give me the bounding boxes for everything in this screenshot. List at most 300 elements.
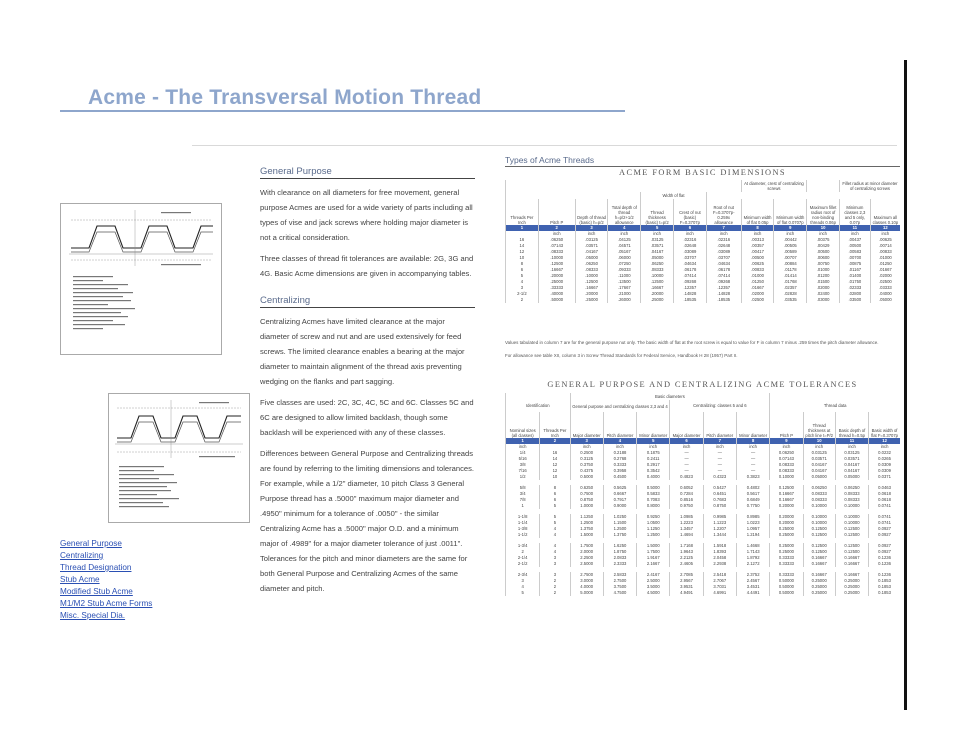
column-header: Thread thickness (basic) t=p/2: [641, 199, 674, 225]
table-cell: .06178: [706, 267, 741, 273]
table-cell: .01667: [741, 285, 774, 291]
table-cell: .01000: [870, 255, 900, 261]
table-cell: —: [736, 468, 769, 474]
table-cell: 0.25000: [835, 584, 868, 590]
table-cell: .07414: [706, 273, 741, 279]
column-number: 12: [869, 438, 900, 444]
basic-diameters-label: Basic diameters: [570, 393, 770, 400]
table-cell: 0.0618: [869, 497, 900, 503]
section-general-purpose: [260, 166, 475, 281]
table-cell: .00600: [807, 255, 840, 261]
table-cell: .02316: [674, 237, 707, 243]
table-cell: 0.33333: [770, 555, 803, 561]
table-cell: .07250: [608, 261, 641, 267]
table-cell: .02400: [807, 291, 840, 297]
table-cell: .00750: [807, 261, 840, 267]
table-cell: 2: [506, 549, 540, 555]
table-cell: 0.25000: [835, 590, 868, 596]
table-cell: 0.8516: [670, 497, 703, 503]
table-cell: 16: [506, 237, 539, 243]
table-cell: .17667: [608, 285, 641, 291]
table-cell: .09268: [706, 279, 741, 285]
table-cell: 5: [506, 273, 539, 279]
table-cell: .02000: [741, 291, 774, 297]
table-cell: 0.6052: [670, 485, 703, 491]
table-cell: .00625: [870, 237, 900, 243]
group-header: Width of flat: [641, 192, 707, 199]
table-cell: 0.3333: [603, 462, 636, 468]
unit-cell: inch: [538, 231, 575, 237]
table-cell: .20000: [538, 273, 575, 279]
table-cell: 0.07143: [770, 456, 803, 462]
column-number: 6: [674, 225, 707, 231]
table-cell: —: [703, 462, 736, 468]
nav-link-modified-stub-acme[interactable]: Modified Stub Acme: [60, 587, 133, 596]
column-header: Depth of thread (basic) h=p/2: [575, 199, 608, 225]
table-cell: 1.1250: [570, 514, 603, 520]
column-header: Total depth of thread h=p/2+1/2 allowance: [608, 199, 641, 225]
table-cell: .16667: [641, 285, 674, 291]
table-cell: 0.08333: [803, 497, 835, 503]
column-number: 8: [736, 438, 769, 444]
table-cell: 0.0309: [869, 462, 900, 468]
table-cell: .03571: [641, 243, 674, 249]
table-cell: .04000: [870, 291, 900, 297]
table-cell: 1-1/4: [506, 520, 540, 526]
table-cell: .01000: [807, 267, 840, 273]
table1-caption: ACME FORM BASIC DIMENSIONS: [619, 168, 786, 177]
table-cell: 2: [540, 584, 570, 590]
column-number: 2: [540, 438, 570, 444]
column-number: 2: [538, 225, 575, 231]
table-cell: .06250: [575, 261, 608, 267]
column-header: Minimum classes 2,3 and 5 only, 0.07p: [840, 199, 871, 225]
column-header: Thread thickness at pitch line t=P/2: [803, 412, 835, 438]
table-cell: 0.12500: [803, 543, 835, 549]
table-cell: .00505: [774, 243, 807, 249]
table-cell: 10: [540, 474, 570, 480]
table-cell: 0.16667: [803, 572, 835, 578]
table-cell: .01414: [774, 273, 807, 279]
column-number: 7: [703, 438, 736, 444]
table-cell: 0.25000: [803, 578, 835, 584]
table1-note: For allowance see table XII, column 3 in Screw Thread Standards for Federal Service, Handbook H 28 (1957) Part II.: [505, 353, 738, 358]
unit-cell: inch: [603, 444, 636, 450]
table-cell: .12357: [674, 285, 707, 291]
table-cell: 2.2125: [670, 555, 703, 561]
table-cell: .09268: [674, 279, 707, 285]
table-cell: 1.8393: [703, 549, 736, 555]
table-cell: 0.05000: [803, 474, 835, 480]
unit-cell: inch: [506, 444, 540, 450]
table-cell: 0.2768: [603, 456, 636, 462]
table-cell: 0.10000: [803, 520, 835, 526]
table-cell: .09333: [608, 267, 641, 273]
column-number: 10: [807, 225, 840, 231]
column-header: Minimum width of flat 0.0707p: [774, 199, 807, 225]
table-cell: 2-1/2: [506, 561, 540, 567]
table-cell: 0.0371: [869, 474, 900, 480]
table-cell: .04634: [674, 261, 707, 267]
table-cell: 1.2500: [637, 532, 670, 538]
nav-link-thread-designation[interactable]: Thread Designation: [60, 563, 132, 572]
paragraph: With clearance on all diameters for free movement, general purpose Acmes are used for a wide variety of parts including all types of vise and jack screws where holding major diameter is not a critical consideration.: [260, 188, 473, 242]
table-cell: .11000: [608, 273, 641, 279]
column-number: 8: [741, 225, 774, 231]
table-cell: 4.6991: [703, 590, 736, 596]
table-cell: 3.0000: [570, 578, 603, 584]
table-cell: 2-1/4: [506, 555, 540, 561]
table-cell: .04634: [706, 261, 741, 267]
table-cell: .05000: [641, 255, 674, 261]
table-cell: 4.7500: [603, 590, 636, 596]
table-cell: 0.0309: [869, 468, 900, 474]
table-cell: 8: [506, 261, 539, 267]
table-cell: 0.8000: [637, 503, 670, 509]
unit-cell: inch: [706, 231, 741, 237]
table-cell: .00429: [807, 243, 840, 249]
table-cell: 0.16667: [835, 555, 868, 561]
table-cell: 2.4167: [637, 572, 670, 578]
table-cell: 0.4500: [603, 474, 636, 480]
table-cell: 0.10000: [803, 503, 835, 509]
table-cell: .03707: [706, 255, 741, 261]
table-cell: 16: [540, 450, 570, 456]
acme-thread-diagram-general: [60, 203, 222, 355]
table-cell: 0.16667: [770, 491, 803, 497]
page-title: Acme - The Transversal Motion Thread: [88, 86, 482, 109]
table-cell: 0.7083: [637, 497, 670, 503]
column-number: 3: [575, 225, 608, 231]
table-cell: 2: [540, 578, 570, 584]
table-cell: 2.1272: [736, 561, 769, 567]
table-cell: 4.4491: [736, 590, 769, 596]
table-cell: .00375: [807, 237, 840, 243]
table-cell: .02648: [706, 243, 741, 249]
table-cell: 0.06250: [835, 485, 868, 491]
table-cell: 0.9750: [670, 503, 703, 509]
table-cell: 4: [540, 532, 570, 538]
table-cell: 2.9567: [670, 578, 703, 584]
table-cell: 1.1250: [637, 526, 670, 532]
table-cell: .14828: [706, 291, 741, 297]
table-cell: 2: [506, 297, 539, 303]
table-cell: 0.1875: [637, 450, 670, 456]
paragraph: Three classes of thread fit tolerances are available: 2G, 3G and 4G. Basic Acme dimensions are given in accompanying tables.: [260, 254, 474, 278]
table-cell: 3.5000: [637, 584, 670, 590]
table-cell: 0.5000: [570, 474, 603, 480]
table-cell: 0.16667: [803, 555, 835, 561]
table-cell: .08333: [641, 267, 674, 273]
table-cell: 1.2207: [703, 526, 736, 532]
column-number: 6: [670, 438, 703, 444]
unit-cell: inch: [774, 231, 807, 237]
table-cell: .05000: [575, 255, 608, 261]
table-cell: 0.1853: [869, 584, 900, 590]
table-cell: 2: [540, 590, 570, 596]
table-cell: .00437: [840, 237, 871, 243]
table-cell: 1.0985: [670, 514, 703, 520]
table-cell: 0.10000: [835, 503, 868, 509]
table-cell: 1.5918: [703, 543, 736, 549]
unit-cell: inch: [703, 444, 736, 450]
table-cell: .00714: [870, 243, 900, 249]
table-cell: 0.08333: [803, 491, 835, 497]
table-cell: .10000: [575, 273, 608, 279]
table-cell: 5: [540, 520, 570, 526]
table-cell: 0.1236: [869, 561, 900, 567]
group-header: General purpose and centralizing classes 2,3 and 4: [570, 400, 670, 412]
table-cell: 1.1223: [703, 520, 736, 526]
table-cell: .14828: [674, 291, 707, 297]
table-cell: .00625: [741, 261, 774, 267]
table-cell: 0.2917: [637, 462, 670, 468]
table-cell: 0.0232: [869, 450, 900, 456]
table-cell: 0.10000: [803, 514, 835, 520]
table-cell: 1.1500: [603, 520, 636, 526]
table-cell: —: [670, 456, 703, 462]
group-header: Fillet radius at minor diameter of centralizing screws: [840, 180, 901, 192]
table-cell: 3: [540, 555, 570, 561]
nav-link-centralizing[interactable]: Centralizing: [60, 551, 104, 560]
section-heading: Centralizing: [260, 295, 475, 308]
unit-cell: inch: [807, 231, 840, 237]
table-cell: 1.9167: [637, 555, 670, 561]
table-cell: .10000: [641, 273, 674, 279]
section-centralizing: [260, 295, 475, 596]
paragraph: Five classes are used: 2C, 3C, 4C, 5C and 6C. Classes 5C and 6C are designed to allow limited backlash, though some backlash will be experienced with any of these classes.: [260, 398, 474, 437]
table-cell: 1.0250: [603, 514, 636, 520]
table-cell: 1.7500: [570, 543, 603, 549]
table-cell: 0.16667: [770, 497, 803, 503]
table-cell: 3/8: [506, 462, 540, 468]
unit-cell: inch: [575, 231, 608, 237]
table-cell: 4.5000: [637, 590, 670, 596]
column-header: Major diameter: [570, 412, 603, 438]
table-cell: 0.0741: [869, 503, 900, 509]
table-cell: —: [703, 450, 736, 456]
table-cell: 1: [506, 503, 540, 509]
unit-cell: inch: [637, 444, 670, 450]
table-cell: .03089: [674, 249, 707, 255]
table-cell: 0.3958: [603, 468, 636, 474]
table-cell: 0.6849: [736, 497, 769, 503]
unit-cell: inch: [736, 444, 769, 450]
group-header: Identification: [506, 400, 571, 412]
table-cell: .01000: [741, 273, 774, 279]
table-cell: 0.5000: [637, 485, 670, 491]
table-cell: 2.0458: [703, 555, 736, 561]
table-cell: 2.5833: [603, 572, 636, 578]
table-cell: .02648: [674, 243, 707, 249]
table-cell: 4.9491: [670, 590, 703, 596]
column-number: 4: [608, 225, 641, 231]
table-cell: 0.08333: [835, 497, 868, 503]
table-cell: 0.2188: [603, 450, 636, 456]
table-cell: 0.12500: [835, 526, 868, 532]
table-cell: 3: [540, 572, 570, 578]
table-cell: 1.0500: [637, 520, 670, 526]
table-cell: 1.0957: [736, 526, 769, 532]
table-cell: .01400: [840, 273, 871, 279]
table-cell: .00500: [807, 249, 840, 255]
table-cell: 0.7500: [570, 491, 603, 497]
table-cell: .01500: [807, 279, 840, 285]
unit-cell: inch: [570, 444, 603, 450]
table-cell: .02316: [706, 237, 741, 243]
table-cell: 0.5833: [637, 491, 670, 497]
unit-cell: inch: [641, 231, 674, 237]
table-cell: 1-3/4: [506, 543, 540, 549]
column-header: Basic width of flat F=0.3707p: [869, 412, 900, 438]
table-cell: 0.12500: [835, 543, 868, 549]
table-cell: 6: [540, 497, 570, 503]
column-number: 3: [570, 438, 603, 444]
table-cell: .03000: [807, 297, 840, 303]
table-cell: 1.8750: [603, 549, 636, 555]
table-cell: 14: [506, 243, 539, 249]
table-cell: 0.12500: [803, 526, 835, 532]
table-cell: 0.25000: [770, 526, 803, 532]
table-cell: 2.2500: [570, 555, 603, 561]
title-underline: [60, 110, 625, 112]
table-cell: 0.2411: [637, 456, 670, 462]
table-cell: 2.5418: [703, 572, 736, 578]
table-cell: 1.7143: [736, 549, 769, 555]
paragraph: Differences between General Purpose and Centralizing threads are found by referring to the limiting dimensions and tolerances. For example, while a 1/2" diameter, 10 pitch Class 3 General Purpose thread has a .5000" maximum major diameter and .4950" minimum for a tolerance of .0050" - the similar Centralizing Acme has a .5000" major O.D. and a minimum major of .4989" for a major diameter tolerance of just .0011". Tolerances for the pitch and minor diameters are the same for both General Purpose and Centralizing Acmes of the same diameter and pitch.: [260, 449, 475, 593]
table-cell: .02500: [870, 279, 900, 285]
table-cell: 2.5000: [570, 561, 603, 567]
table-cell: 0.03125: [835, 450, 868, 456]
table-cell: 2.3752: [736, 572, 769, 578]
table-cell: 5: [540, 503, 570, 509]
table-cell: .00417: [741, 249, 774, 255]
table-cell: 0.0927: [869, 543, 900, 549]
column-number: 4: [603, 438, 636, 444]
table-cell: 2.4605: [670, 561, 703, 567]
table-cell: .03125: [575, 237, 608, 243]
table-cell: 1.7168: [670, 543, 703, 549]
table-cell: 1.9643: [670, 549, 703, 555]
column-header: Root of nut F=0.3707p-0.259x allowance: [706, 199, 741, 225]
table-cell: 4: [540, 526, 570, 532]
table-cell: .10000: [538, 255, 575, 261]
table-cell: 0.04167: [835, 468, 868, 474]
table-cell: 1.2500: [603, 526, 636, 532]
table-cell: .03333: [870, 285, 900, 291]
table-cell: .06178: [674, 267, 707, 273]
table-cell: 2.0833: [603, 555, 636, 561]
group-header: Thread data: [770, 400, 900, 412]
table-cell: .01750: [840, 279, 871, 285]
table-cell: 10: [506, 255, 539, 261]
table-cell: 2.2938: [703, 561, 736, 567]
table-cell: 1.3457: [670, 526, 703, 532]
table-cell: 0.08333: [770, 468, 803, 474]
table-cell: 0.9000: [603, 503, 636, 509]
table-cell: 3.7500: [603, 584, 636, 590]
table-cell: 0.12500: [803, 549, 835, 555]
table-cell: .00500: [741, 255, 774, 261]
nav-link-stub-acme[interactable]: Stub Acme: [60, 575, 100, 584]
table-cell: 0.03571: [835, 456, 868, 462]
table-cell: 0.6667: [603, 491, 636, 497]
table-cell: 1.3750: [570, 526, 603, 532]
table-cell: 0.8750: [570, 497, 603, 503]
column-number: 7: [706, 225, 741, 231]
table-cell: —: [703, 468, 736, 474]
nav-link-general-purpose[interactable]: General Purpose: [60, 539, 122, 548]
table-cell: 0.10000: [835, 520, 868, 526]
table-cell: 0.3823: [736, 474, 769, 480]
table-row: [506, 590, 901, 596]
table-cell: 1.4694: [670, 532, 703, 538]
table-cell: 0.10000: [770, 474, 803, 480]
table-cell: .06250: [641, 261, 674, 267]
table-cell: 3: [540, 561, 570, 567]
table-cell: 2.7500: [603, 578, 636, 584]
section-heading: General Purpose: [260, 166, 475, 179]
table-cell: 1.3444: [703, 532, 736, 538]
table-cell: .01250: [741, 279, 774, 285]
table-cell: .02828: [774, 291, 807, 297]
column-header: Pitch P: [538, 199, 575, 225]
table-cell: —: [736, 450, 769, 456]
acme-thread-diagram-centralizing: [108, 393, 250, 523]
table-cell: .03535: [774, 297, 807, 303]
column-header: Minor diameter: [637, 412, 670, 438]
unit-cell: inch: [870, 231, 900, 237]
unit-cell: inch: [608, 231, 641, 237]
unit-cell: inch: [840, 231, 871, 237]
table-cell: 7/8: [506, 497, 540, 503]
table-cell: .01167: [840, 267, 871, 273]
table-cell: 3/4: [506, 491, 540, 497]
table-cell: 0.1236: [869, 572, 900, 578]
table-cell: .18535: [706, 297, 741, 303]
column-header: Pitch diameter: [703, 412, 736, 438]
table-cell: .00833: [741, 267, 774, 273]
table-cell: 5: [506, 590, 540, 596]
column-header: Threads Per Inch: [540, 412, 570, 438]
table-cell: 2.7085: [670, 572, 703, 578]
table-cell: .04167: [641, 249, 674, 255]
table-cell: .05167: [608, 249, 641, 255]
table-cell: 0.5617: [736, 491, 769, 497]
table-cell: .08333: [575, 267, 608, 273]
table-cell: .01178: [774, 267, 807, 273]
nav-link-m1-m2-stub-acme[interactable]: M1/M2 Stub Acme Forms: [60, 599, 153, 608]
nav-link-misc-special-dia[interactable]: Misc. Special Dia.: [60, 611, 126, 620]
table-cell: 2-3/4: [506, 572, 540, 578]
table-cell: 0.12500: [770, 485, 803, 491]
table-cell: .13500: [608, 279, 641, 285]
table-cell: 0.06250: [770, 450, 803, 456]
column-header: Pitch diameter: [603, 412, 636, 438]
table-cell: 0.06250: [803, 485, 835, 491]
table-cell: 5/8: [506, 485, 540, 491]
table-cell: 0.0618: [869, 491, 900, 497]
table-cell: 0.7284: [670, 491, 703, 497]
table-cell: .04571: [608, 243, 641, 249]
table-cell: .03500: [840, 297, 871, 303]
table-cell: 0.5625: [603, 485, 636, 491]
table-cell: 1.6250: [603, 543, 636, 549]
table-cell: 0.5427: [703, 485, 736, 491]
column-header: Threads Per Inch: [506, 199, 539, 225]
table-cell: 1.7500: [637, 549, 670, 555]
table-cell: 0.0265: [869, 456, 900, 462]
